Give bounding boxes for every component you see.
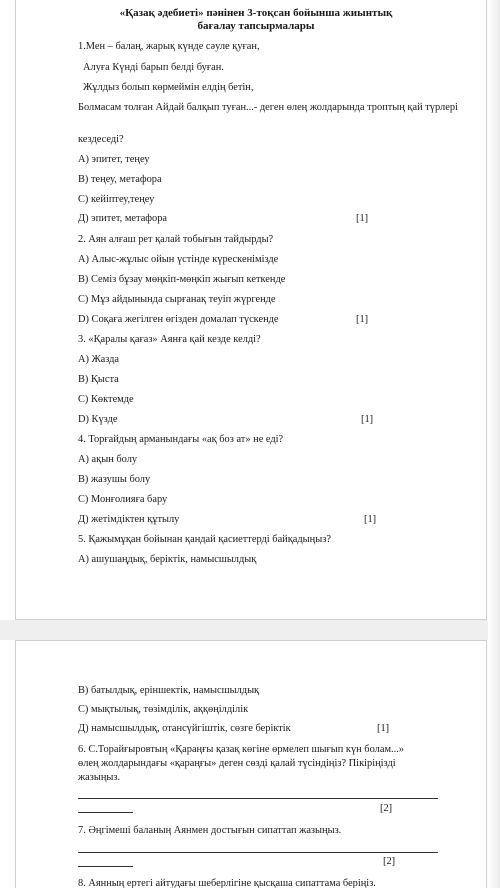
q4-option-a: А) ақын болу: [78, 454, 138, 465]
page-title: «Қазақ әдебиеті» пәнінен 3-тоқсан бойынша жиынтық бағалау тапсырмалары: [119, 7, 393, 32]
q5-option-c: С) мықтылық, төзімділік, аққөңілділік: [78, 704, 249, 715]
q3-option-b: В) Қыста: [78, 374, 119, 385]
q6-answer-line-2: [78, 812, 133, 813]
q4-score: [1]: [364, 514, 377, 525]
q2-option-b: В) Семіз бұзау мөңкіп-мөңкіп жығып кеткенде: [78, 274, 286, 285]
q1-line-4: Болмасам толған Айдай балқып туған...- деген өлең жолдарында троптың қай түрлері: [78, 102, 458, 113]
q7-answer-line-1: [78, 852, 438, 853]
q5-question: 5. Қажымұқан бойынан қандай қасиеттерді байқадыңыз?: [78, 534, 331, 545]
q8-question: 8. Аянның ертегі айтудағы шеберлігіне қысқаша сипаттама беріңіз.: [78, 878, 376, 888]
q4-option-b: В) жазушы болу: [78, 474, 151, 485]
q1-option-d: Д) эпитет, метафора: [78, 213, 168, 224]
q1-option-c: С) кейіптеу,теңеу: [78, 194, 155, 205]
q1-line-5: кездеседі?: [78, 134, 124, 145]
q3-option-a: А) Жазда: [78, 354, 120, 365]
q3-question: 3. «Қаралы қағаз» Аянға қай кезде келді?: [78, 334, 261, 345]
q3-score: [1]: [361, 414, 374, 425]
q1-score: [1]: [356, 213, 369, 224]
document-page-1: [15, 0, 487, 620]
q2-option-c: С) Мұз айдынында сырғанақ теуіп жүргенде: [78, 294, 276, 305]
q5-option-a: А) ашушаңдық, беріктік, намысшылдық: [78, 554, 257, 565]
q4-option-c: С) Монғолияға бару: [78, 494, 168, 505]
q3-option-d: D) Күзде: [78, 414, 118, 425]
q4-question: 4. Торғайдың арманындағы «ақ боз ат» не еді?: [78, 434, 284, 445]
q7-question: 7. Әңгімеші баланың Аянмен достығын сипаттап жазыңыз.: [78, 825, 342, 836]
q2-score: [1]: [356, 314, 369, 325]
q3-option-c: С) Көктемде: [78, 394, 134, 405]
document-page-2: [15, 640, 487, 888]
page-gap: [0, 620, 500, 640]
q2-option-d: D) Соқаға жегілген өгізден домалап түскенде: [78, 314, 279, 325]
q1-line-1: 1.Мен – балаң, жарық күнде сәуле қуған,: [78, 41, 260, 52]
q1-line-3: Жұлдыз болып көрмеймін елдің бетін,: [83, 82, 254, 93]
q1-line-2: Алуға Күнді барып белді буған.: [83, 62, 224, 73]
q2-question: 2. Аян алғаш рет қалай тобығын тайдырды?: [78, 234, 274, 245]
q6-line-1: 6. С.Торайғыровтың «Қараңғы қазақ көгіне өрмелеп шығып күн болам...»: [78, 744, 405, 755]
q4-option-d: Д) жетімдіктен құтылу: [78, 514, 180, 525]
q6-score: [2]: [380, 803, 393, 814]
q6-line-3: жазыңыз.: [78, 772, 121, 783]
q5-score: [1]: [377, 723, 390, 734]
q1-option-b: В) теңеу, метафора: [78, 174, 162, 185]
q5-option-b: В) батылдық, еріншектік, намысшылдық: [78, 685, 260, 696]
q6-line-2: өлең жолдарындағы «қараңғы» деген сөзді қалай түсіндіңіз? Пікіріңізді: [78, 758, 396, 769]
q6-answer-line-1: [78, 798, 438, 799]
q2-option-a: А) Алыс-жұлыс ойын үстінде күрескенімізде: [78, 254, 279, 265]
q7-answer-line-2: [78, 866, 133, 867]
q5-option-d: Д) намысшылдық, отансүйгіштік, сөзге беріктік: [78, 723, 291, 734]
scroll-shadow: [488, 0, 500, 888]
q7-score: [2]: [383, 856, 396, 867]
q1-option-a: А) эпитет, теңеу: [78, 154, 150, 165]
